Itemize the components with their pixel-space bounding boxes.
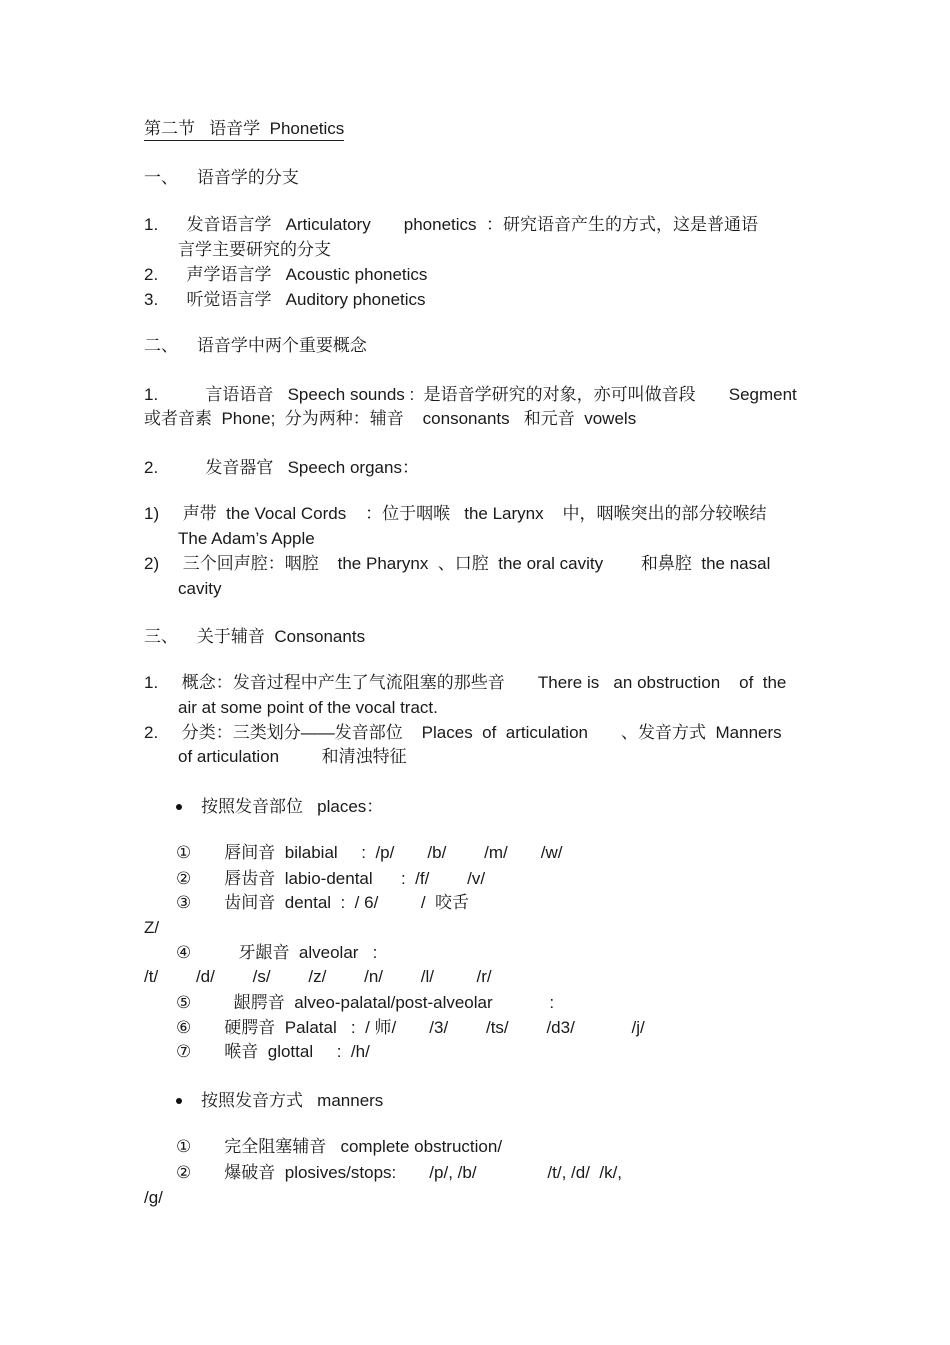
place-item: ② 唇齿音 labio-dental : /f/ /v/ — [176, 869, 486, 888]
list-item: 2. 分类：三类划分——发音部位 Places of articulation 、发音方式 Manners — [144, 723, 782, 742]
places-label: 按照发音部位 places： — [201, 797, 384, 816]
place-item: ⑦ 喉音 glottal : /h/ — [176, 1042, 370, 1061]
place-item: ④ 牙龈音 alveolar : — [176, 943, 378, 962]
list-item: 1. 发音语言学 Articulatory phonetics ：研究语音产生的方式，这是普通语 — [144, 215, 758, 234]
section-title: 第二节 语音学 Phonetics — [144, 119, 344, 141]
bullet-icon — [176, 804, 182, 810]
heading-consonants: 三、 关于辅音 Consonants — [144, 627, 366, 646]
place-item-cont: Z/ — [144, 918, 160, 937]
paragraph-cont: 或者音素 Phone; 分为两种：辅音 consonants 和元音 vowels — [144, 409, 637, 428]
paragraph: 2. 发音器官 Speech organs： — [144, 458, 419, 477]
list-item: 2) 三个回声腔：咽腔 the Pharynx 、口腔 the oral cavity 和鼻腔 the nasal — [144, 554, 771, 573]
list-item-cont: of articulation 和清浊特征 — [178, 747, 407, 766]
list-item-cont: The Adam’s Apple — [178, 529, 315, 548]
heading-concepts: 二、 语音学中两个重要概念 — [144, 336, 367, 355]
list-item-cont: 言学主要研究的分支 — [178, 240, 331, 259]
list-item: 3. 听觉语言学 Auditory phonetics — [144, 290, 426, 309]
manner-item: ② 爆破音 plosives/stops: /p/, /b/ /t/, /d/ /k/, — [176, 1163, 623, 1182]
heading-branches: 一、 语音学的分支 — [144, 168, 299, 187]
list-item: 1) 声带 the Vocal Cords ：位于咽喉 the Larynx 中，咽喉突出的部分较喉结 — [144, 504, 767, 523]
place-item: ⑥ 硬腭音 Palatal : / 师/ /3/ /ts/ /d3/ /j/ — [176, 1018, 645, 1037]
list-item-cont: air at some point of the vocal tract. — [178, 698, 438, 717]
bullet-icon — [176, 1098, 182, 1104]
paragraph: 1. 言语语音 Speech sounds : 是语音学研究的对象，亦可叫做音段 Segment — [144, 385, 797, 404]
list-item: 1. 概念：发音过程中产生了气流阻塞的那些音 There is an obstruction of the — [144, 673, 787, 692]
manners-label: 按照发音方式 manners — [201, 1091, 384, 1110]
place-item: ③ 齿间音 dental : / 6/ / 咬舌 — [176, 893, 469, 912]
place-item-cont: /t/ /d/ /s/ /z/ /n/ /l/ /r/ — [144, 967, 492, 986]
manner-item-cont: /g/ — [144, 1188, 163, 1207]
place-item: ⑤ 龈腭音 alveo-palatal/post-alveolar : — [176, 993, 555, 1012]
place-item: ① 唇间音 bilabial : /p/ /b/ /m/ /w/ — [176, 843, 563, 862]
list-item-cont: cavity — [178, 579, 222, 598]
list-item: 2. 声学语言学 Acoustic phonetics — [144, 265, 428, 284]
manner-item: ① 完全阻塞辅音 complete obstruction/ — [176, 1137, 503, 1156]
